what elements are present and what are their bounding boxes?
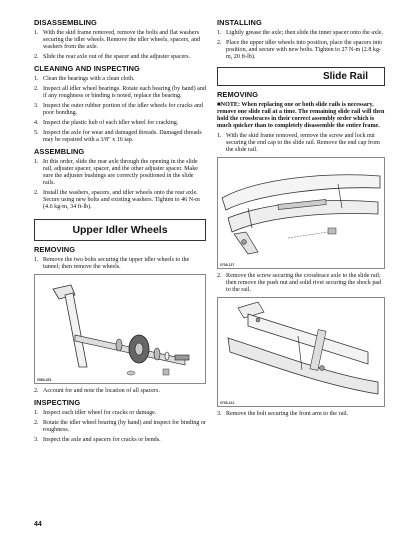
step-number: 3. [217, 411, 222, 417]
list-item [34, 420, 206, 434]
crossbrace-illustration [218, 298, 384, 406]
step-number: 2. [217, 273, 222, 279]
heading-removing-idler: REMOVING [34, 245, 76, 254]
heading-disassembling: DISASSEMBLING [34, 18, 97, 27]
step-number: 1. [34, 410, 39, 416]
left-column [34, 18, 206, 447]
slide-rail-illustration [218, 158, 384, 268]
figure-caption-rail-1: 0705-137 [220, 263, 235, 267]
note-paragraph [217, 102, 385, 130]
step-number: 5. [34, 130, 39, 136]
step-number: 3. [34, 103, 39, 109]
step-text: Inspect the plastic hub of each idler wheel for cracking. [43, 120, 179, 126]
step-number: 1. [217, 133, 222, 139]
step-text: Remove the screw securing the crossbrace axle to the slide rail; then remove the push nut and solid rivet securing the shock pad to the rail. [226, 273, 382, 293]
step-text: With the skid frame removed, remove the bolts and flat washers securing the idler wheels. Remove the idler wheels, spacers, and washers from the axle. [43, 30, 201, 50]
list-item [34, 86, 206, 100]
step-number: 2. [34, 54, 39, 60]
step-number: 1. [34, 30, 39, 36]
step-text: With the skid frame removed, remove the screw and lock nut securing the end cap to the slide rail. Remove the end cap from the slide rail. [226, 133, 380, 153]
heading-assembling: ASSEMBLING [34, 147, 85, 156]
figure-upper-idler-wheels [34, 274, 206, 384]
step-text: Remove the bolt securing the front arm to the rail. [226, 411, 349, 417]
figure-slide-rail-end-cap [217, 157, 385, 269]
step-number: 2. [34, 420, 39, 426]
disassembling-steps [34, 30, 206, 61]
step-number: 1. [34, 159, 39, 165]
list-item [34, 76, 206, 83]
rail-removing-steps-end [217, 411, 385, 418]
step-text: Remove the two bolts securing the upper idler wheels to the tunnel; then remove the wheels. [43, 257, 190, 270]
step-text: In this order, slide the rear axle through the opening in the slide rail, adjuster spacer, spacer, and the other adjuster spacer. Make sure the adjuster bushings are correctly positioned in the slide rails. [43, 159, 199, 186]
idler-inspecting-steps [34, 410, 206, 444]
step-number: 1. [217, 30, 222, 36]
step-text: Inspect the outer rubber portion of the idler wheels for cracks and poor bonding. [43, 103, 203, 116]
list-item [217, 30, 385, 37]
list-item [217, 133, 385, 154]
list-item [34, 257, 206, 271]
list-item [34, 190, 206, 211]
idler-removing-steps [34, 257, 206, 271]
list-item [34, 437, 206, 444]
heading-inspecting: INSPECTING [34, 398, 81, 407]
figure-caption-idler: 0565-453 [37, 378, 52, 382]
step-number: 3. [34, 437, 39, 443]
list-item [34, 120, 206, 127]
step-text: Account for and note the location of all spacers. [43, 388, 160, 394]
banner-slide-rail-text: Slide Rail [322, 71, 368, 82]
list-item [217, 411, 385, 418]
list-item [217, 273, 385, 294]
list-item [34, 159, 206, 187]
list-item [34, 130, 206, 144]
step-text: Inspect the axle and spacers for cracks or bends. [43, 437, 161, 443]
idler-wheel-illustration [35, 275, 205, 383]
rail-removing-steps-mid [217, 273, 385, 294]
step-number: 1. [34, 257, 39, 263]
step-text: Rotate the idler wheel bearing (by hand) and inspect for binding or roughness. [43, 420, 206, 433]
step-text: Inspect all idler wheel bearings. Rotate each bearing (by hand) and if any roughness or binding is noted, replace the bearing. [43, 86, 206, 99]
step-text: Lightly grease the axle; then slide the inner spacer onto the axle. [226, 30, 384, 36]
page-number: 44 [34, 521, 42, 528]
figure-slide-rail-crossbrace [217, 297, 385, 407]
step-text: Clean the bearings with a clean cloth. [43, 76, 135, 82]
step-text: Install the washers, spacers, and idler wheels onto the rear axle. Secure using new bolts and existing washers. Tighten to 46 N-m (4.6 kg-m, 34 ft-lb). [43, 190, 200, 210]
step-text: Slide the rear axle out of the spacer and the adjuster spacers. [43, 54, 191, 60]
list-item [217, 40, 385, 61]
list-item [34, 30, 206, 51]
list-item [34, 410, 206, 417]
note-text: When replacing one or both slide rails is necessary, remove one slide rail at a time. The remaining slide rail will then hold the crossbraces in their correct assembly order which is much quicker than to completely disassemble the entire frame. [217, 102, 385, 129]
list-item [34, 388, 206, 395]
step-text: Inspect each idler wheel for cracks or damage. [43, 410, 157, 416]
step-number: 2. [34, 190, 39, 196]
step-text: Inspect the axle for wear and damaged threads. Damaged threads may be repaired with a 3/8" x 16 tap. [43, 130, 202, 143]
list-item [34, 103, 206, 117]
step-text: Place the upper idler wheels into position, place the spacers into position, and secure with new bolts. Tighten to 27 N-m (2.8 kg-m, 20 ft-lb). [226, 40, 383, 60]
banner-upper-idler-wheels: Upper Idler Wheels [34, 219, 206, 241]
step-number: 2. [217, 40, 222, 46]
cleaning-steps [34, 76, 206, 144]
step-number: 2. [34, 388, 39, 394]
list-item [34, 54, 206, 61]
idler-removing-steps-after [34, 388, 206, 395]
banner-slide-rail [217, 67, 385, 86]
assembling-steps [34, 159, 206, 211]
right-column [217, 18, 385, 421]
step-number: 2. [34, 86, 39, 92]
note-prefix: ■NOTE: [217, 102, 240, 108]
heading-removing-rail: REMOVING [217, 90, 259, 99]
heading-installing: INSTALLING [217, 18, 262, 27]
step-number: 4. [34, 120, 39, 126]
installing-steps [217, 30, 385, 61]
heading-cleaning-inspecting: CLEANING AND INSPECTING [34, 64, 140, 73]
rail-removing-steps [217, 133, 385, 154]
step-number: 1. [34, 76, 39, 82]
figure-caption-rail-2: 0705-141 [220, 401, 235, 405]
